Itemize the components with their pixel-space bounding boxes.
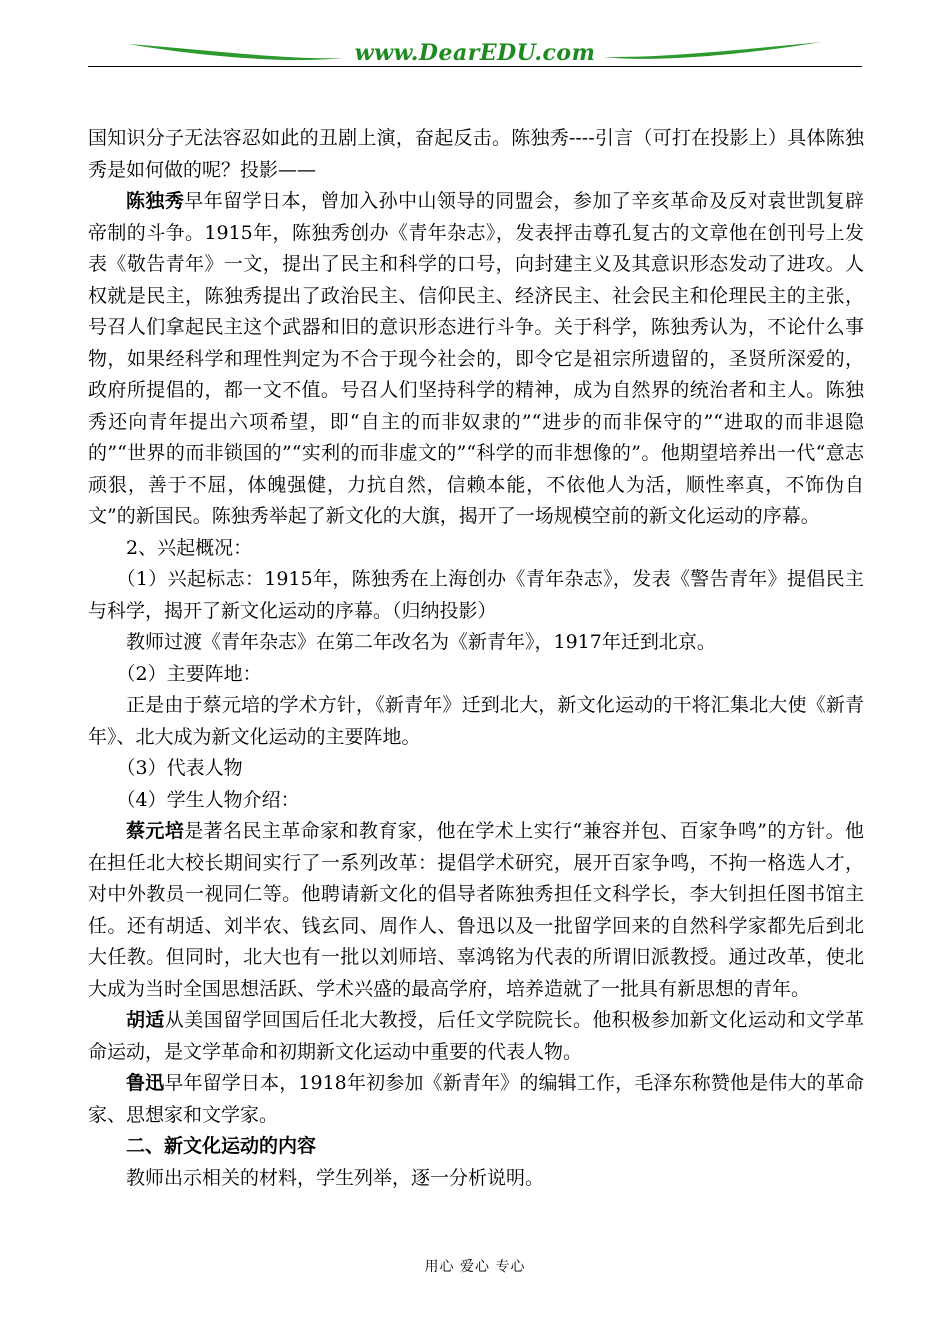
site-logo[interactable]: www.DearEDU.com bbox=[354, 40, 596, 66]
person-name: 胡适 bbox=[126, 1009, 165, 1031]
person-name: 陈独秀 bbox=[126, 190, 185, 212]
document-body bbox=[88, 123, 864, 1194]
subheading: （2）主要阵地： bbox=[116, 662, 262, 685]
paragraph-lu-xun: 鲁迅早年留学日本，1918年初参加《新青年》的编辑工作，毛泽东称赞他是伟大的革命家、思想家和文学家。 bbox=[88, 1072, 864, 1126]
subheading: （4）学生人物介绍： bbox=[116, 788, 300, 811]
person-name: 蔡元培 bbox=[126, 820, 185, 842]
paragraph-cai-yuanpei: 蔡元培是著名民主革命家和教育家，他在学术上实行“兼容并包、百家争鸣”的方针。他在担任北大校长期间实行了一系列改革：提倡学术研究，展开百家争鸣，不拘一格选人才，对中外教员一视同仁等。他聘请新文化的倡导者陈独秀担任文科学长，李大钊担任图书馆主任。还有胡适、刘半农、钱玄同、周作人、鲁迅以及一批留学回来的自然科学家都先后到北大任教。但同时，北大也有一批以刘师培、辜鸿铭为代表的所谓旧派教授。通过改革，使北大成为当时全国思想活跃、学术兴盛的最高学府，培养造就了一批具有新思想的青年。 bbox=[88, 820, 864, 1000]
person-name: 鲁迅 bbox=[126, 1072, 165, 1094]
paragraph: 正是由于蔡元培的学术方针，《新青年》迁到北大，新文化运动的干将汇集北大使《新青年》、北大成为新文化运动的主要阵地。 bbox=[88, 694, 864, 748]
section-heading: 2、兴起概况： bbox=[126, 536, 253, 559]
paragraph: 教师出示相关的材料，学生列举，逐一分析说明。 bbox=[126, 1166, 545, 1189]
paragraph-chen-duxiu: 陈独秀早年留学日本，曾加入孙中山领导的同盟会，参加了辛亥革命及反对袁世凯复辟帝制的斗争。1915年，陈独秀创办《青年杂志》，发表抨击尊孔复古的文章他在创刊号上发表《敬告青年》一文，提出了民主和科学的口号，向封建主义及其意识形态发动了进攻。人权就是民主，陈独秀提出了政治民主、信仰民主、经济民主、社会民主和伦理民主的主张，号召人们拿起民主这个武器和旧的意识形态进行斗争。关于科学，陈独秀认为，不论什么事物，如果经科学和理性判定为不合于现今社会的，即令它是祖宗所遗留的，圣贤所深爱的，政府所提倡的，都一文不值。号召人们坚持科学的精神，成为自然界的统治者和主人。陈独秀还向青年提出六项希望，即“自主的而非奴隶的”“进步的而非保守的”“进取的而非退隐的”“世界的而非锁国的”“实利的而非虚文的”“科学的而非想像的”。他期望培养出一代“意志顽狠，善于不屈，体魄强健，力抗自然，信赖本能，不依他人为活，顺性率真，不饰伪自文”的新国民。陈独秀举起了新文化的大旗，揭开了一场规模空前的新文化运动的序幕。 bbox=[88, 190, 864, 527]
page-header bbox=[88, 30, 862, 70]
paragraph-hu-shi: 胡适从美国留学回国后任北大教授，后任文学院院长。他积极参加新文化运动和文学革命运动，是文学革命和初期新文化运动中重要的代表人物。 bbox=[88, 1009, 864, 1063]
section-heading: 二、新文化运动的内容 bbox=[126, 1135, 317, 1157]
paragraph: （1）兴起标志：1915年，陈独秀在上海创办《青年杂志》，发表《警告青年》提倡民主与科学，揭开了新文化运动的序幕。（归纳投影） bbox=[88, 568, 864, 622]
paragraph: 教师过渡《青年杂志》在第二年改名为《新青年》，1917年迁到北京。 bbox=[126, 631, 716, 653]
subheading: （3）代表人物 bbox=[116, 757, 243, 779]
header-divider bbox=[88, 66, 862, 67]
paragraph: 国知识分子无法容忍如此的丑剧上演，奋起反击。陈独秀----引言（可打在投影上）具体陈独秀是如何做的呢？投影—— bbox=[88, 127, 864, 181]
page-footer: 用心 爱心 专心 bbox=[424, 1259, 526, 1275]
